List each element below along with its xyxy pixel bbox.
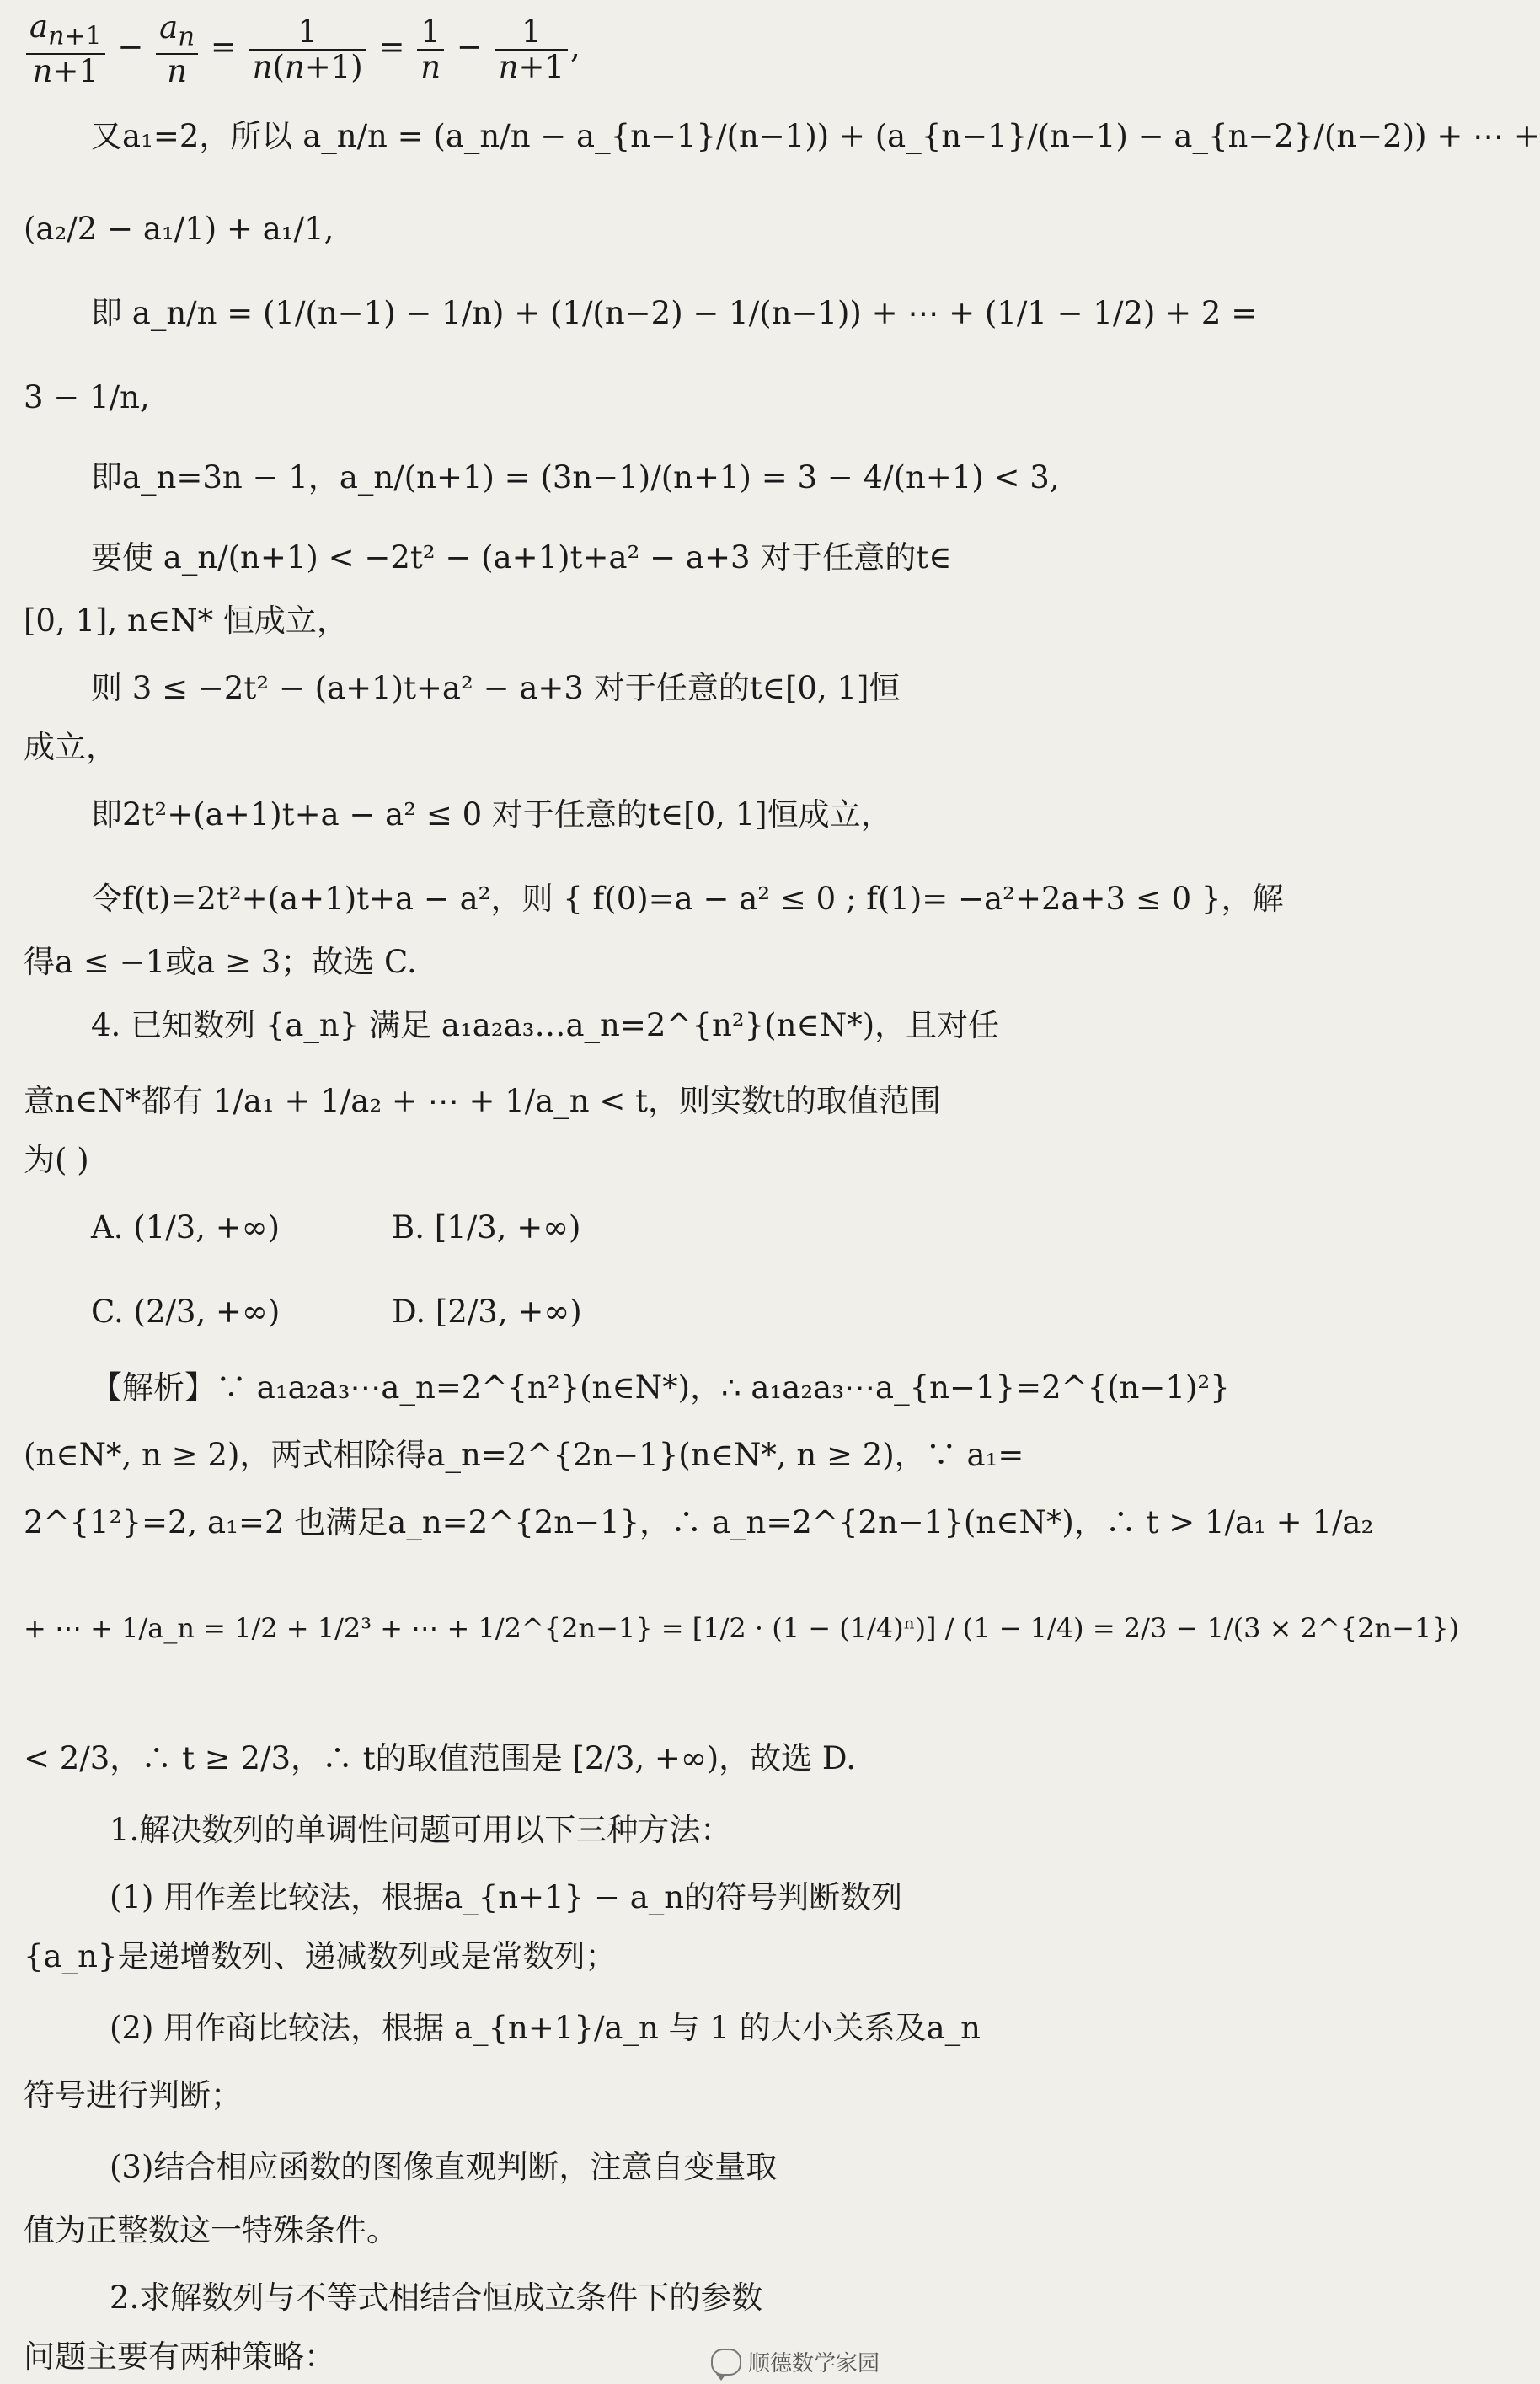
text-line-11: 即2t²+(a+1)t+a − a² ≤ 0 对于任意的t∈[0, 1]恒成立， [91, 796, 892, 833]
text-line-3: (a₂/2 − a₁/1) + a₁/1, [24, 211, 334, 247]
summary-heading-1: 1.解决数列的单调性问题可用以下三种方法： [110, 1812, 732, 1848]
text-line-6: 即a_n=3n − 1，a_n/(n+1) = (3n−1)/(n+1) = 3 − 4/(n+1) < 3, [91, 459, 1060, 496]
solution-line-2: (n∈N*, n ≥ 2)，两式相除得a_n=2^{2n−1}(n∈N*, n ≥ 2)，∵ a₁= [24, 1437, 1024, 1473]
solution-line-4: + ⋯ + 1/a_n = 1/2 + 1/2³ + ⋯ + 1/2^{2n−1} = [1/2 · (1 − (1/4)ⁿ)] / (1 − 1/4) = 2/3 − 1/(3 × 2^{2n−1}) [24, 1612, 1460, 1644]
text-line-12: 令f(t)=2t²+(a+1)t+a − a²，则 { f(0)=a − a² ≤ 0 ; f(1)= −a²+2a+3 ≤ 0 }，解 [91, 881, 1284, 917]
text-line-4: 即 a_n/n = (1/(n−1) − 1/n) + (1/(n−2) − 1/(n−1)) + ⋯ + (1/1 − 1/2) + 2 = [91, 295, 1258, 331]
text-line-2: 又a₁=2，所以 a_n/n = (a_n/n − a_{n−1}/(n−1)) + (a_{n−1}/(n−1) − a_{n−2}/(n−2)) + ⋯ + [91, 118, 1540, 154]
summary-item-3: (3)结合相应函数的图像直观判断，注意自变量取 [110, 2149, 778, 2185]
watermark [711, 2346, 880, 2377]
text-line-9: 则 3 ≤ −2t² − (a+1)t+a² − a+3 对于任意的t∈[0, 1]恒 [91, 670, 901, 706]
summary-item-2: (2) 用作商比较法，根据 a_{n+1}/a_n 与 1 的大小关系及a_n [110, 2010, 981, 2046]
watermark-text: 顺德数学家园 [747, 2351, 880, 2376]
solution-line-5: < 2/3，∴ t ≥ 2/3，∴ t的取值范围是 [2/3, +∞)，故选 D. [24, 1740, 857, 1776]
solution-line-1: 【解析】∵ a₁a₂a₃⋯a_n=2^{n²}(n∈N*)，∴ a₁a₂a₃⋯a_{n−1}=2^{(n−1)²} [91, 1369, 1230, 1406]
summary-item-2-cont: 符号进行判断； [24, 2077, 242, 2113]
text-line-5: 3 − 1/n, [24, 379, 150, 415]
text-line-13: 得a ≤ −1或a ≥ 3；故选 C. [24, 944, 417, 980]
problem-4-stem: 4. 已知数列 {a_n} 满足 a₁a₂a₃…a_n=2^{n²}(n∈N*)，且对任 [91, 1007, 1000, 1043]
option-a: A. (1/3, +∞) [91, 1209, 281, 1246]
option-b: B. [1/3, +∞) [392, 1209, 581, 1246]
formula-line-1: $\frac{a_{n+1}}{n+1}$ − $\frac{a_n}{n}$ = $\frac{1}{n(n+1)}$ = $\frac{1}{n}$ − $\frac{1}{n+1}$ , [24, 10, 890, 88]
problem-4-stem-3: 为( ) [24, 1142, 89, 1178]
text-line-10: 成立， [24, 729, 117, 765]
summary-heading-2: 2.求解数列与不等式相结合恒成立条件下的参数 [110, 2280, 763, 2316]
summary-item-1-cont: {a_n}是递增数列、递减数列或是常数列； [24, 1938, 617, 1974]
text-line-8: [0, 1], n∈N* 恒成立， [24, 603, 348, 639]
option-c: C. (2/3, +∞) [91, 1294, 281, 1330]
option-d: D. [2/3, +∞) [392, 1294, 582, 1330]
summary-item-1: (1) 用作差比较法，根据a_{n+1} − a_n的符号判断数列 [110, 1879, 903, 1915]
chat-bubble-icon [711, 2349, 741, 2376]
text-line-7: 要使 a_n/(n+1) < −2t² − (a+1)t+a² − a+3 对于任意的t∈ [91, 539, 952, 576]
summary-heading-2-cont: 问题主要有两种策略： [24, 2338, 335, 2375]
summary-item-3-cont: 值为正整数这一特殊条件。 [24, 2212, 398, 2248]
problem-4-stem-2: 意n∈N*都有 1/a₁ + 1/a₂ + ⋯ + 1/a_n < t，则实数t的取值范围 [24, 1083, 941, 1119]
solution-line-3: 2^{1²}=2, a₁=2 也满足a_n=2^{2n−1}，∴ a_n=2^{2n−1}(n∈N*)，∴ t > 1/a₁ + 1/a₂ [24, 1504, 1374, 1540]
